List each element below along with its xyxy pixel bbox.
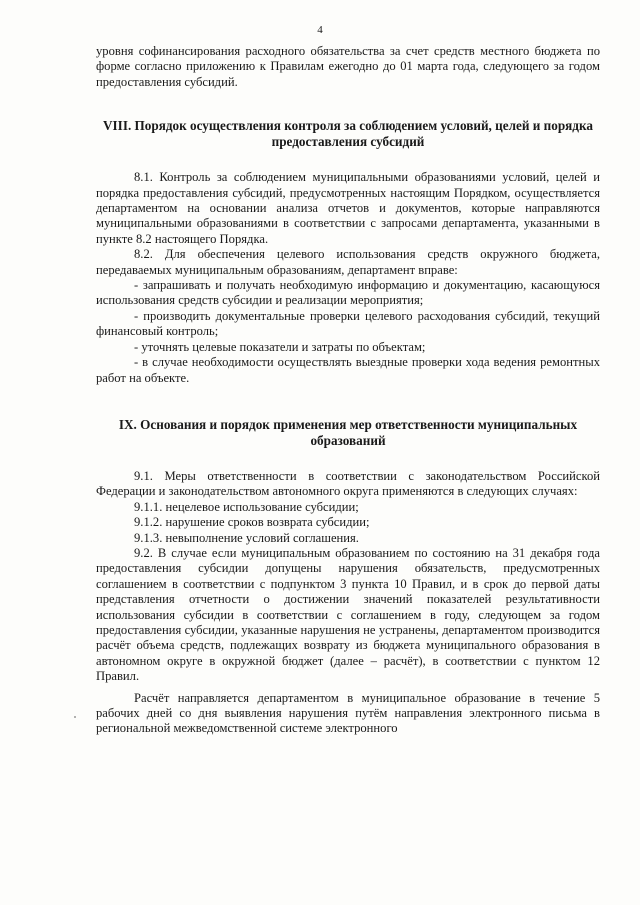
list-item: - производить документальные проверки целевого расходования субсидий, текущий финансовый контроль; [96,308,600,339]
list-item: 9.1.2. нарушение сроков возврата субсидии; [134,515,370,530]
paragraph-9-2: 9.2. В случае если муниципальным образованием по состоянию на 31 декабря года предоставления субсидии допущены нарушения обязательств, предусмотренных соглашением в соответствии с подпунктом 3 пункта 10 Правил, и в срок до первой даты представления отчетности о достижении значений показателей результативности использования субсидии в соответствии с соглашением в году, следующем за годом предоставления субсидии, указанные нарушения не устранены, департаментом производится расчёт объема средств, подлежащих возврату из бюджета муниципального образования в автономном округе в окружной бюджет (далее – расчёт), в соответствии с пунктом 12 Правил. [96,545,600,684]
paragraph-8-2: 8.2. Для обеспечения целевого использования средств окружного бюджета, передаваемых муниципальным образованиям, департамент вправе: [96,247,600,277]
list-item: - в случае необходимости осуществлять выездные проверки хода ведения ремонтных работ на объекте. [96,355,600,385]
paragraph-8-1: 8.1. Контроль за соблюдением муниципальными образованиями условий, целей и порядка предоставления субсидий, предусмотренных настоящим Порядком, осуществляется департаментом на основании анализа отчетов и документов, которые направляются муниципальными образованиями в соответствии с запросами департамента, указанными в пункте 8.2 настоящего Порядка. [96,170,600,246]
intro-paragraph: уровня софинансирования расходного обязательства за счет средств местного бюджета по форме согласно приложению к Правилам ежегодно до 01 марта года, следующего за годом предоставления субсидий. [96,44,600,89]
list-item: 9.1.1. нецелевое использование субсидии; [134,499,359,514]
paragraph-9-1: 9.1. Меры ответственности в соответствии с законодательством Российской Федерации и законодательством автономного округа применяются в следующих случаях: [96,468,600,499]
list-item: - запрашивать и получать необходимую информацию и документацию, касающуюся использования средств субсидии и реализации мероприятия; [96,278,600,308]
section-8-heading: VIII. Порядок осуществления контроля за соблюдением условий, целей и порядка предоставления субсидий [103,118,593,150]
list-item: - уточнять целевые показатели и затраты по объектам; [134,339,426,354]
list-item: 9.1.3. невыполнение условий соглашения. [134,530,359,545]
page-number: 4 [317,24,323,36]
document-body [96,0,600,737]
paragraph-last: Расчёт направляется департаментом в муниципальное образование в течение 5 рабочих дней со дня выявления нарушения путём направления электронного письма в региональной межведомственной системе электронного [96,690,600,736]
section-9-heading: IX. Основания и порядок применения мер ответственности муниципальных образований [118,416,578,448]
margin-mark [74,716,76,718]
